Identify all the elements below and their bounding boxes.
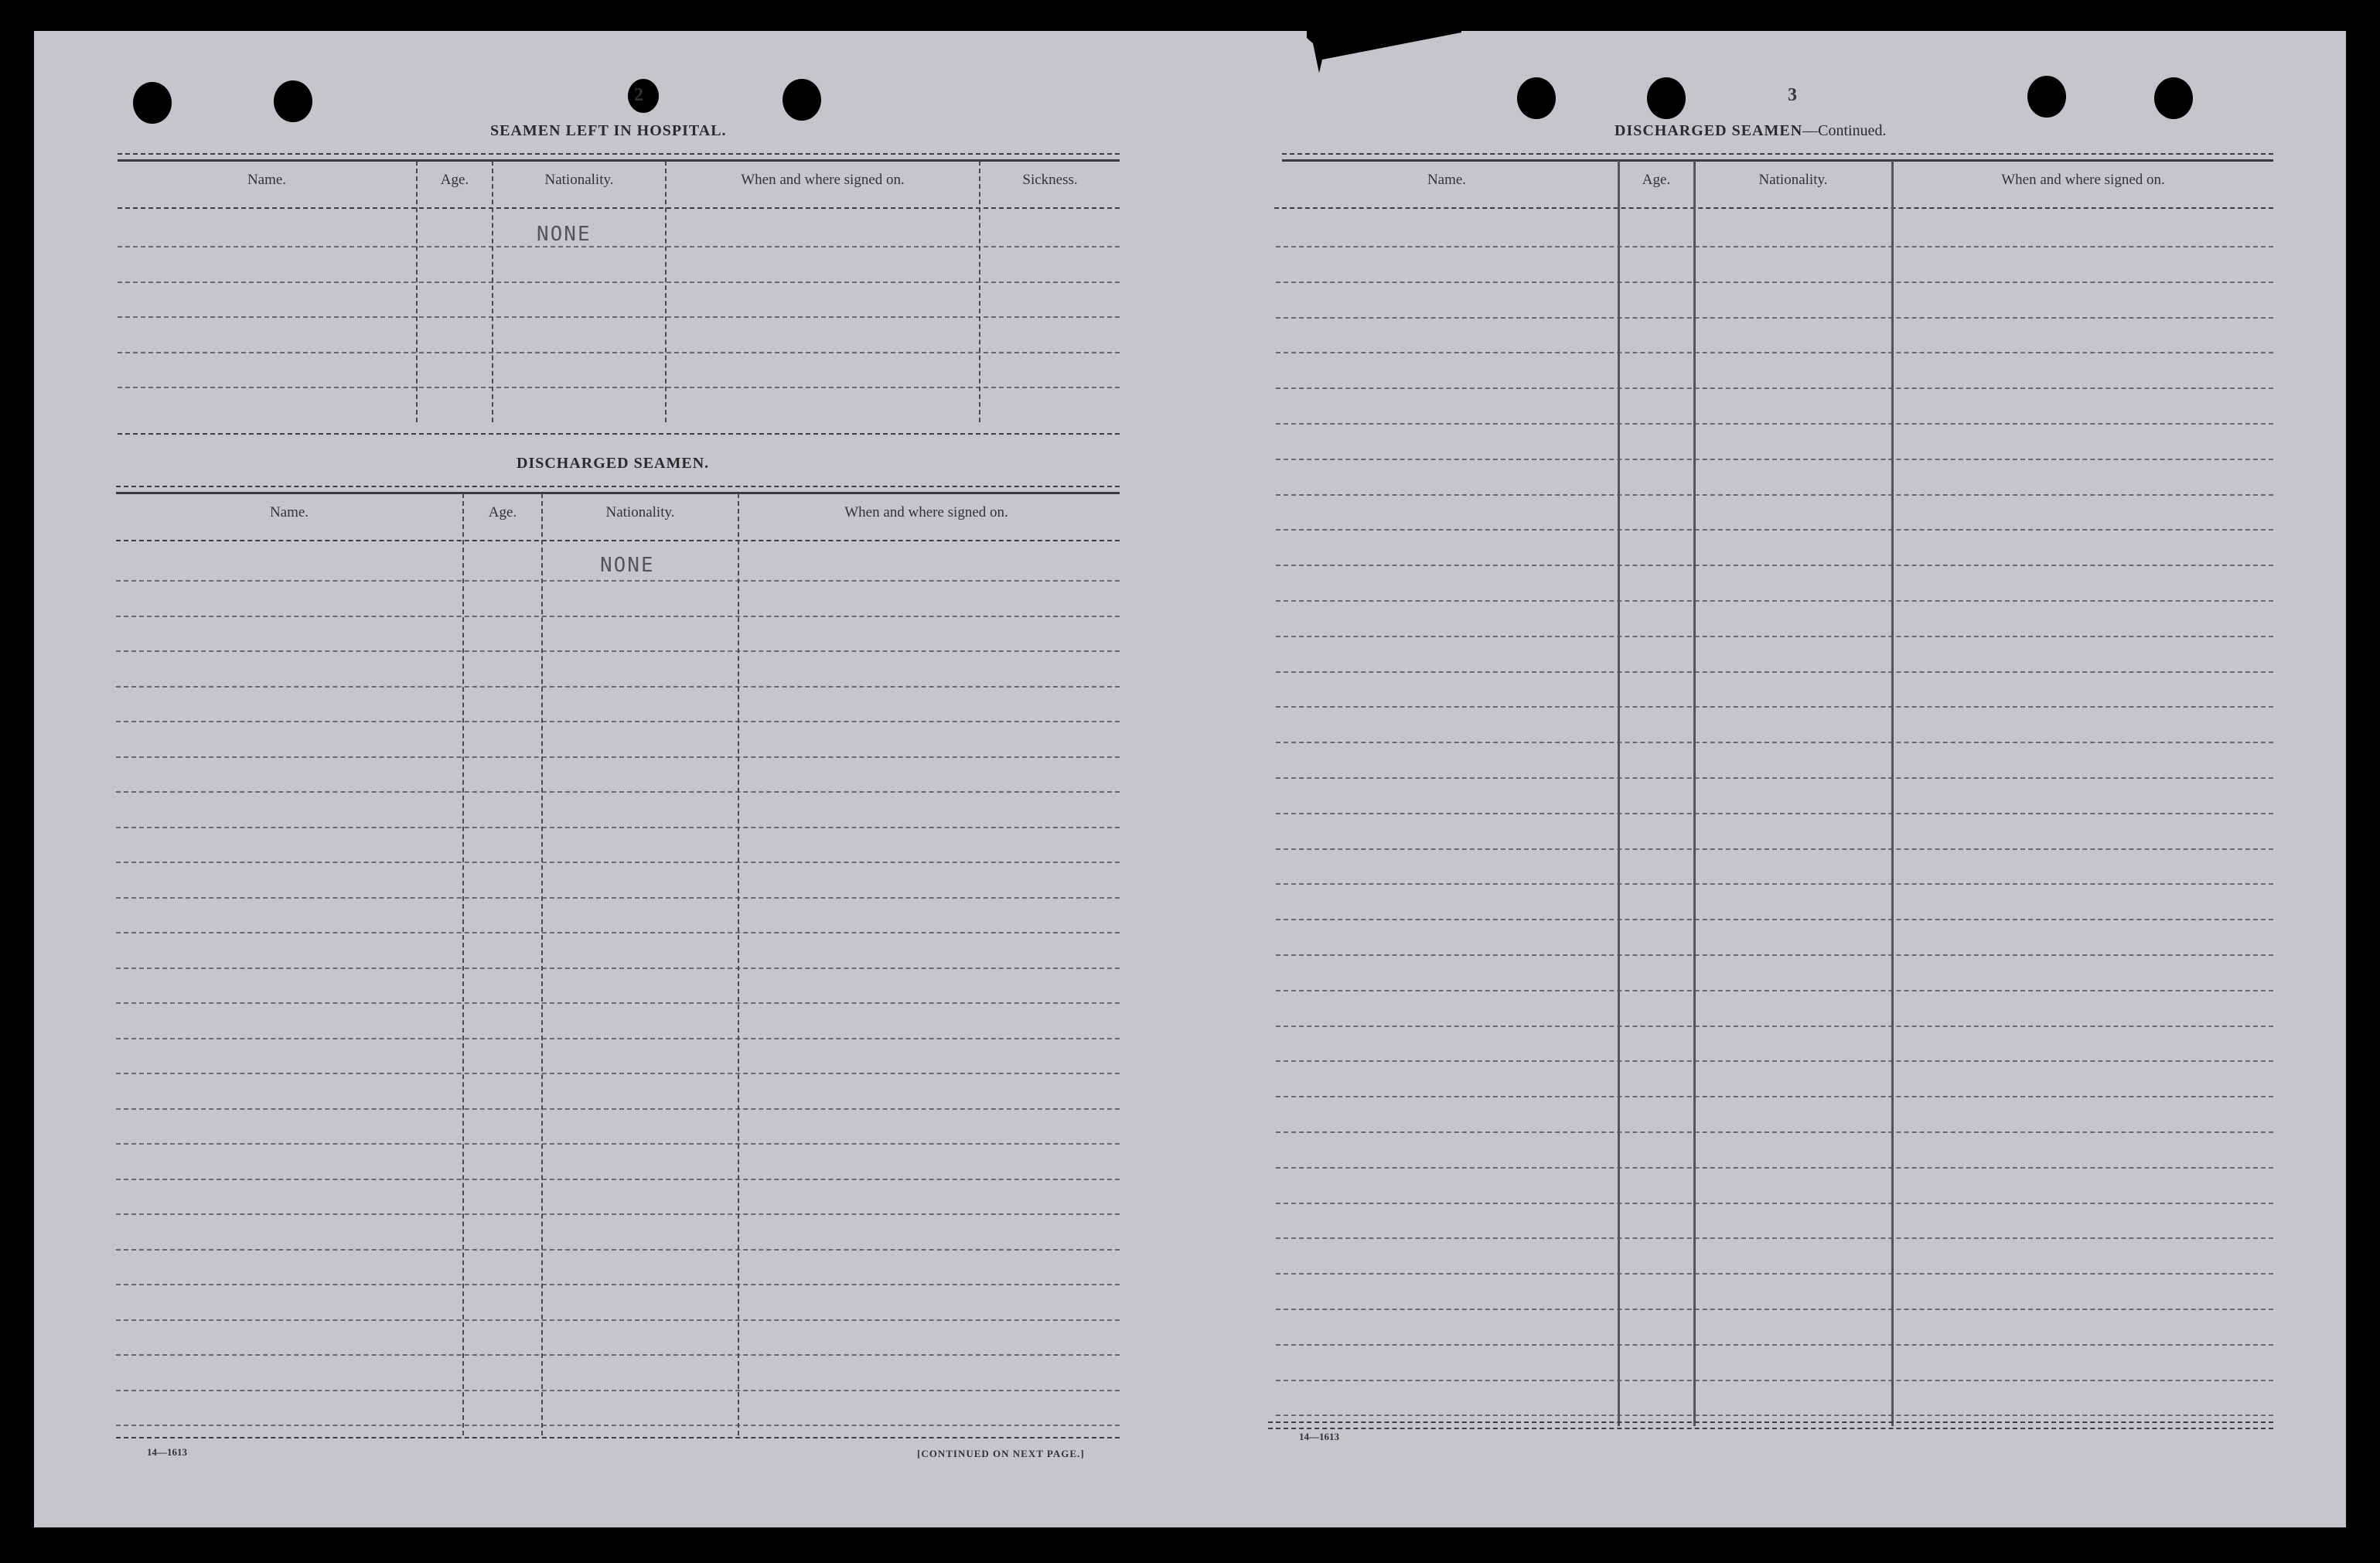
column-header-nationality: Nationality. (544, 172, 614, 188)
punch-hole (628, 79, 659, 113)
blank-row-rule (1276, 1237, 2273, 1239)
table-top-rule (118, 153, 1120, 155)
page-number: 2 (634, 85, 643, 105)
column-header-signed-on: When and where signed on. (2001, 172, 2165, 188)
blank-row-rule (1276, 1344, 2273, 1346)
blank-row-rule (116, 1319, 1120, 1321)
blank-row-rule (1276, 671, 2273, 673)
blank-row-rule (118, 387, 1120, 388)
blank-row-rule (1276, 1203, 2273, 1204)
blank-row-rule (118, 282, 1120, 283)
table-bottom-rule (118, 433, 1120, 435)
blank-row-rule (116, 1213, 1120, 1215)
blank-row-rule (1276, 1026, 2273, 1027)
blank-row-rule (116, 1108, 1120, 1110)
column-header-nationality: Nationality. (605, 504, 675, 520)
punch-hole (1647, 77, 1686, 119)
blank-row-rule (116, 1390, 1120, 1391)
punch-hole (783, 79, 821, 121)
blank-row-rule (118, 246, 1120, 247)
nationality-stamp: NONE (600, 554, 655, 577)
blank-row-rule (1276, 423, 2273, 425)
column-divider (665, 161, 667, 422)
column-divider (979, 161, 980, 422)
table-top-rule (118, 159, 1120, 162)
table-top-rule (1282, 153, 2273, 155)
blank-row-rule (116, 1002, 1120, 1004)
blank-row-rule (1276, 954, 2273, 956)
column-header-nationality: Nationality. (1758, 172, 1828, 188)
blank-row-rule (1276, 742, 2273, 743)
column-header-signed-on: When and where signed on. (741, 172, 905, 188)
blank-row-rule (116, 1354, 1120, 1356)
nationality-stamp: NONE (537, 223, 592, 246)
column-header-age: Age. (488, 504, 517, 520)
blank-row-rule (116, 1143, 1120, 1145)
blank-row-rule (116, 686, 1120, 688)
table-top-rule (1282, 159, 2273, 162)
blank-row-rule (1276, 1415, 2273, 1416)
column-divider (1618, 161, 1620, 1426)
column-header-age: Age. (440, 172, 469, 188)
table-top-rule (116, 486, 1120, 487)
blank-row-rule (116, 1425, 1120, 1426)
table-bottom-rule (1268, 1421, 2273, 1423)
blank-row-rule (1276, 1060, 2273, 1062)
blank-row-rule (1276, 565, 2273, 566)
table-top-rule (116, 492, 1120, 494)
blank-row-rule (1276, 919, 2273, 920)
blank-row-rule (1276, 848, 2273, 850)
blank-row-rule (1276, 529, 2273, 531)
blank-row-rule (1276, 706, 2273, 708)
blank-row-rule (1276, 600, 2273, 602)
column-header-age: Age. (1642, 172, 1671, 188)
discharged-continued-title-text: DISCHARGED SEAMEN (1615, 122, 1803, 139)
column-divider (492, 161, 493, 422)
blank-row-rule (116, 1073, 1120, 1074)
blank-row-rule (116, 791, 1120, 793)
blank-row-rule (116, 932, 1120, 933)
blank-row-rule (116, 967, 1120, 969)
blank-row-rule (116, 756, 1120, 758)
blank-row-rule (116, 897, 1120, 899)
blank-row-rule (116, 721, 1120, 722)
blank-row-rule (118, 352, 1120, 353)
table-bottom-rule (116, 1437, 1120, 1438)
blank-row-rule (116, 616, 1120, 617)
column-header-name: Name. (269, 504, 309, 520)
discharged-section-title: DISCHARGED SEAMEN. (517, 455, 710, 472)
table-bottom-rule (1268, 1428, 2273, 1429)
column-header-sickness: Sickness. (1022, 172, 1078, 188)
blank-row-rule (116, 862, 1120, 863)
hospital-section-title: SEAMEN LEFT IN HOSPITAL. (490, 122, 727, 139)
column-header-signed-on: When and where signed on. (844, 504, 1008, 520)
blank-row-rule (1276, 1167, 2273, 1169)
blank-row-rule (116, 1284, 1120, 1285)
punch-hole (274, 80, 312, 122)
blank-row-rule (116, 580, 1120, 582)
blank-row-rule (118, 316, 1120, 318)
blank-row-rule (1276, 459, 2273, 460)
continued-suffix: —Continued. (1802, 122, 1887, 139)
header-bottom-rule (1274, 207, 2273, 209)
column-header-name: Name. (1427, 172, 1467, 188)
punch-hole (2027, 76, 2066, 118)
continued-note: [CONTINUED ON NEXT PAGE.] (917, 1448, 1085, 1459)
blank-row-rule (1276, 1131, 2273, 1133)
punch-hole (1517, 77, 1556, 119)
punch-hole (2154, 77, 2193, 119)
form-number: 14—1613 (1299, 1431, 1339, 1442)
left-page (34, 31, 1279, 1527)
blank-row-rule (1276, 494, 2273, 496)
blank-row-rule (1276, 990, 2273, 991)
blank-row-rule (116, 827, 1120, 828)
blank-row-rule (1276, 1309, 2273, 1310)
blank-row-rule (116, 1038, 1120, 1039)
blank-row-rule (1276, 636, 2273, 637)
blank-row-rule (1276, 352, 2273, 353)
blank-row-rule (1276, 387, 2273, 389)
blank-row-rule (1276, 1273, 2273, 1275)
column-divider (1891, 161, 1894, 1426)
form-number: 14—1613 (147, 1446, 187, 1458)
column-divider (1693, 161, 1696, 1426)
blank-row-rule (116, 1179, 1120, 1180)
column-divider (416, 161, 418, 422)
blank-row-rule (116, 1249, 1120, 1251)
blank-row-rule (1276, 883, 2273, 885)
blank-row-rule (1276, 777, 2273, 779)
column-divider (541, 493, 543, 1435)
blank-row-rule (1276, 282, 2273, 283)
blank-row-rule (1276, 1380, 2273, 1381)
blank-row-rule (1276, 1096, 2273, 1097)
column-header-name: Name. (247, 172, 287, 188)
blank-row-rule (116, 650, 1120, 652)
column-divider (462, 493, 464, 1435)
header-bottom-rule (116, 540, 1120, 541)
column-divider (738, 493, 739, 1435)
page-number: 3 (1788, 85, 1797, 105)
blank-row-rule (1276, 246, 2273, 247)
discharged-continued-title (1615, 122, 1887, 140)
punch-hole (133, 82, 172, 124)
blank-row-rule (1276, 813, 2273, 814)
blank-row-rule (1276, 317, 2273, 319)
right-page (1279, 31, 2346, 1527)
header-bottom-rule (118, 207, 1120, 209)
